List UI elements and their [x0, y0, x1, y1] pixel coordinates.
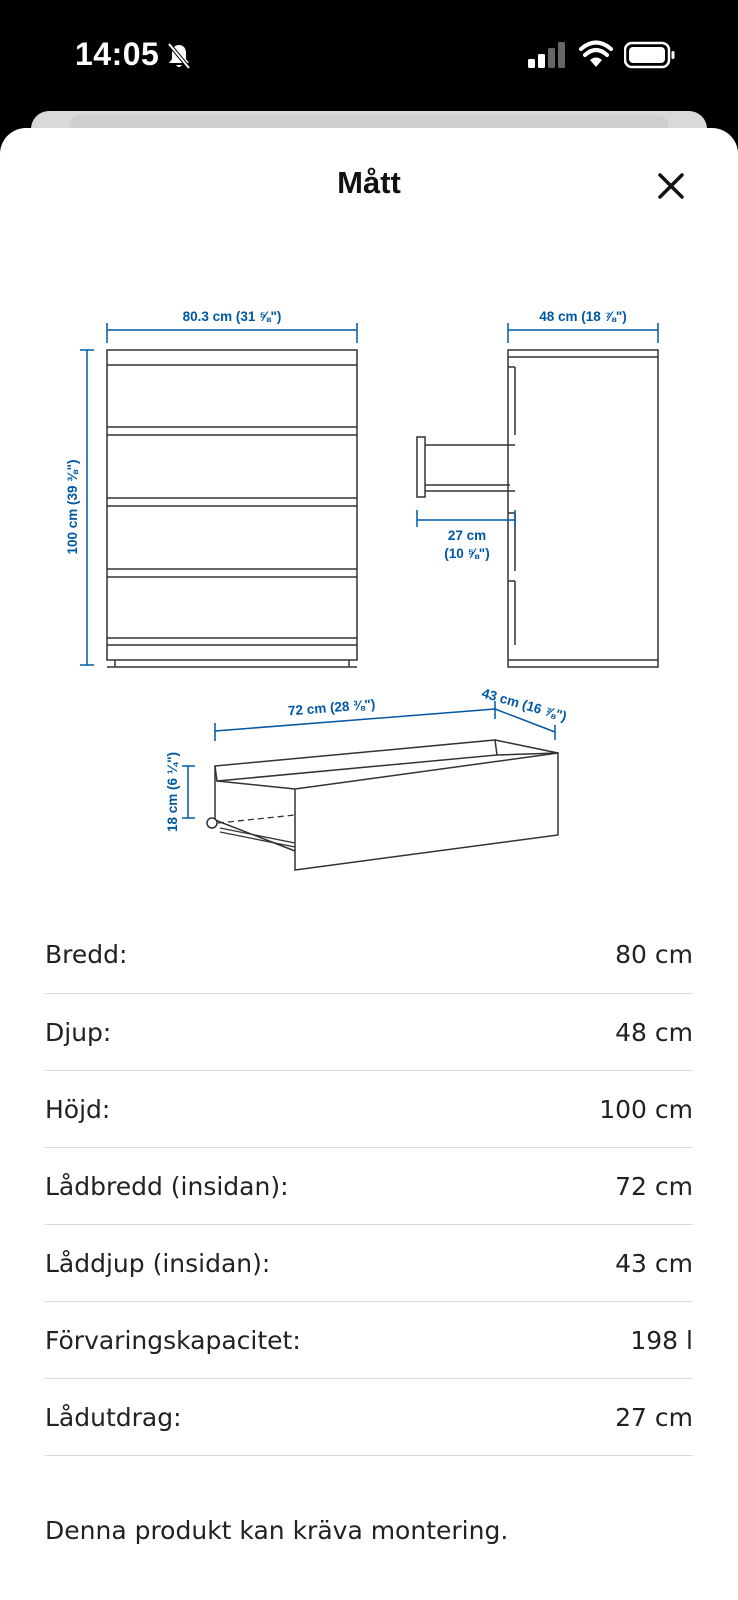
spec-row-ladbredd	[45, 1148, 693, 1225]
battery-icon	[624, 41, 676, 69]
spec-row-bredd	[45, 940, 693, 994]
bell-slash-icon	[166, 42, 192, 70]
spec-value: 27 cm	[615, 1402, 693, 1432]
spec-label: Höjd:	[45, 1094, 111, 1124]
spec-row-hojd	[45, 1071, 693, 1148]
close-icon[interactable]	[650, 165, 692, 207]
spec-label: Lådbredd (insidan):	[45, 1171, 289, 1201]
spec-value: 48 cm	[615, 1017, 693, 1047]
spec-value: 198 l	[630, 1325, 693, 1355]
front-height-label: 100 cm (39 ⅜")	[65, 459, 80, 555]
spec-value: 100 cm	[599, 1094, 693, 1124]
spec-label: Förvaringskapacitet:	[45, 1325, 301, 1355]
wifi-icon	[579, 40, 613, 68]
spec-label: Bredd:	[45, 940, 128, 969]
cellular-signal-icon	[528, 42, 566, 68]
drawer-extension-label: 27 cm	[447, 528, 487, 543]
status-bar	[0, 0, 738, 108]
spec-value: 43 cm	[615, 1248, 693, 1278]
spec-label: Djup:	[45, 1017, 112, 1047]
spec-row-ladutdrag	[45, 1379, 693, 1456]
drawer-height-label: 18 cm (6 ¼")	[165, 752, 180, 832]
side-depth-label: 48 cm (18 ⅞")	[539, 309, 627, 324]
status-time: 14:05	[75, 36, 160, 72]
drawer-width-label: 72 cm (28 ⅜")	[287, 696, 376, 719]
dimension-diagram	[50, 295, 690, 895]
front-width-label: 80.3 cm (31 ⅝")	[182, 309, 282, 324]
spec-label: Låddjup (insidan):	[45, 1248, 271, 1278]
assembly-note: Denna produkt kan kräva montering.	[45, 1516, 509, 1545]
specs-list	[45, 940, 693, 1456]
spec-row-laddjup	[45, 1225, 693, 1302]
spec-label: Lådutdrag:	[45, 1402, 182, 1432]
spec-row-djup	[45, 994, 693, 1071]
spec-value: 72 cm	[615, 1171, 693, 1201]
drawer-depth-label: 43 cm (16 ⅞")	[480, 685, 569, 724]
spec-row-forvaringskapacitet	[45, 1302, 693, 1379]
drawer-extension-inch-label: (10 ⅝")	[444, 546, 490, 561]
spec-value: 80 cm	[615, 940, 693, 969]
sheet-title: Mått	[337, 165, 401, 200]
